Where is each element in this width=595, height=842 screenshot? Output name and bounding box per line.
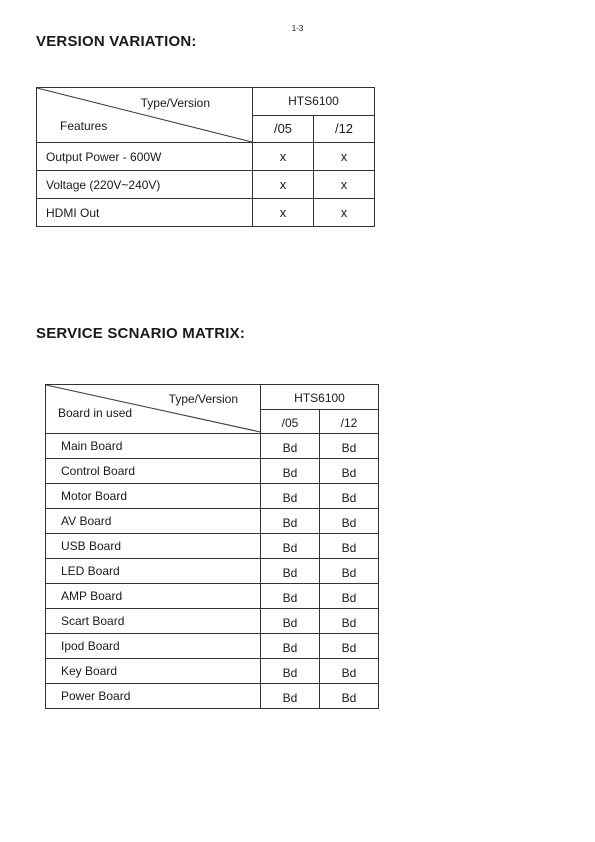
header-features: Features [60, 119, 108, 133]
table-row [46, 609, 379, 634]
version-header: /12 [314, 115, 375, 143]
service-matrix-table [45, 384, 379, 709]
model-header: HTS6100 [253, 88, 375, 116]
board-value: Bd [261, 609, 320, 634]
board-label: Ipod Board [46, 634, 261, 659]
table-row [46, 634, 379, 659]
board-value: Bd [261, 684, 320, 709]
feature-label: HDMI Out [37, 199, 253, 227]
board-value: Bd [320, 659, 379, 684]
table-row [46, 509, 379, 534]
board-value: Bd [261, 484, 320, 509]
board-value: Bd [261, 534, 320, 559]
feature-label: Output Power - 600W [37, 143, 253, 171]
board-value: Bd [320, 584, 379, 609]
table-row [37, 199, 375, 227]
board-value: Bd [261, 559, 320, 584]
table-row [46, 584, 379, 609]
board-label: LED Board [46, 559, 261, 584]
table-row [46, 484, 379, 509]
board-value: Bd [320, 609, 379, 634]
version-header: /12 [320, 409, 379, 434]
board-value: Bd [320, 509, 379, 534]
board-value: Bd [261, 509, 320, 534]
board-label: Main Board [46, 434, 261, 459]
feature-value: x [253, 143, 314, 171]
board-value: Bd [261, 434, 320, 459]
version-header: /05 [253, 115, 314, 143]
service-matrix-body [46, 434, 379, 709]
version-header: /05 [261, 409, 320, 434]
board-value: Bd [320, 459, 379, 484]
header-board: Board in used [58, 406, 133, 420]
version-variation-heading: VERSION VARIATION: [36, 33, 197, 50]
feature-value: x [253, 199, 314, 227]
board-label: Power Board [46, 684, 261, 709]
feature-value: x [253, 171, 314, 199]
board-value: Bd [261, 459, 320, 484]
board-label: AV Board [46, 509, 261, 534]
board-value: Bd [320, 634, 379, 659]
table-row [46, 659, 379, 684]
board-value: Bd [320, 534, 379, 559]
page-number: 1-3 [291, 24, 304, 33]
feature-value: x [314, 171, 375, 199]
board-value: Bd [320, 484, 379, 509]
board-label: Motor Board [46, 484, 261, 509]
board-label: AMP Board [46, 584, 261, 609]
service-matrix-heading: SERVICE SCNARIO MATRIX: [36, 325, 246, 342]
board-label: Key Board [46, 659, 261, 684]
table-row [37, 171, 375, 199]
board-value: Bd [320, 559, 379, 584]
board-value: Bd [261, 634, 320, 659]
table-row [46, 459, 379, 484]
board-label: USB Board [46, 534, 261, 559]
board-value: Bd [261, 659, 320, 684]
table-row [46, 559, 379, 584]
feature-label: Voltage (220V~240V) [37, 171, 253, 199]
table-row [46, 534, 379, 559]
board-value: Bd [320, 434, 379, 459]
version-variation-table [36, 87, 375, 227]
diagonal-header-cell [37, 88, 253, 143]
feature-value: x [314, 143, 375, 171]
table-row [46, 434, 379, 459]
table-row [46, 684, 379, 709]
board-label: Control Board [46, 459, 261, 484]
feature-value: x [314, 199, 375, 227]
diagonal-header-cell [46, 385, 261, 434]
header-type-version: Type/Version [140, 96, 210, 110]
table-row [37, 143, 375, 171]
board-label: Scart Board [46, 609, 261, 634]
model-header: HTS6100 [261, 385, 379, 410]
board-value: Bd [320, 684, 379, 709]
board-value: Bd [261, 584, 320, 609]
header-type-version: Type/Version [168, 392, 239, 406]
